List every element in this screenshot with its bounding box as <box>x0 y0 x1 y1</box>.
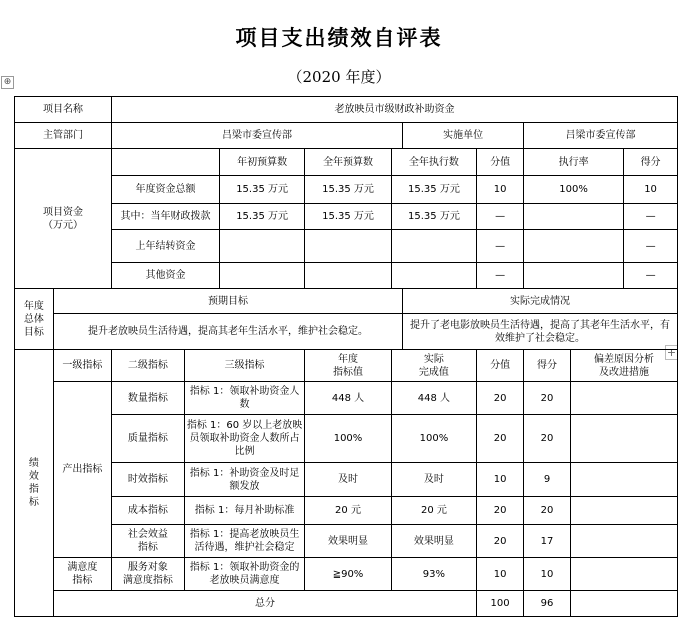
fiscal-rate <box>524 204 624 230</box>
ind-weight: 20 <box>477 497 524 525</box>
ind-actual: 20 元 <box>391 497 476 525</box>
fiscal-weight: — <box>477 204 524 230</box>
ind-target: 效果明显 <box>305 525 391 558</box>
ind-score: 20 <box>524 382 571 415</box>
ind-lvl3: 指标 1：每月补助标准 <box>184 497 304 525</box>
total-score-sum: 96 <box>524 591 571 617</box>
col-actual: 实际 完成值 <box>391 350 476 382</box>
move-handle-icon[interactable]: ⊕ <box>1 76 14 89</box>
add-row-icon[interactable]: + <box>666 346 677 359</box>
label-funds: 项目资金 （万元） <box>15 149 112 289</box>
col-budget-full: 全年预算数 <box>305 149 391 176</box>
ind-actual: 100% <box>391 415 476 463</box>
col-lvl2: 二级指标 <box>112 350 185 382</box>
label-total-score: 总分 <box>53 591 476 617</box>
col-score-weight: 分值 <box>477 149 524 176</box>
carryover-score: — <box>624 230 678 263</box>
col-exec-rate: 执行率 <box>524 149 624 176</box>
table-row <box>15 558 678 591</box>
carryover-initial <box>219 230 304 263</box>
label-project-name: 项目名称 <box>15 97 112 123</box>
ind-score: 10 <box>524 558 571 591</box>
implementer-value: 吕梁市委宣传部 <box>524 123 678 149</box>
col-lvl1: 一级指标 <box>53 350 111 382</box>
ind-lvl2: 数量指标 <box>112 382 185 415</box>
label-implementer: 实施单位 <box>403 123 524 149</box>
col-weight: 分值 <box>477 350 524 382</box>
page-title: 项目支出绩效自评表 <box>235 25 443 50</box>
self-evaluation-table <box>14 96 678 617</box>
ind-weight: 10 <box>477 463 524 497</box>
carryover-executed <box>391 230 476 263</box>
expected-goal-header: 预期目标 <box>53 289 402 314</box>
ind-score: 17 <box>524 525 571 558</box>
ind-target: 及时 <box>305 463 391 497</box>
table-row <box>15 382 678 415</box>
carryover-full <box>305 230 391 263</box>
ind-lvl2: 服务对象 满意度指标 <box>112 558 185 591</box>
fiscal-full: 15.35 万元 <box>305 204 391 230</box>
ind-lvl3: 指标 1：领取补助资金的老放映员满意度 <box>184 558 304 591</box>
label-satisfaction: 满意度 指标 <box>53 558 111 591</box>
total-executed: 15.35 万元 <box>391 176 476 204</box>
other-weight: — <box>477 263 524 289</box>
row-fiscal-label: 其中：当年财政拨款 <box>112 204 220 230</box>
ind-target: 20 元 <box>305 497 391 525</box>
fiscal-score: — <box>624 204 678 230</box>
col-target: 年度 指标值 <box>305 350 391 382</box>
ind-deviation <box>570 525 677 558</box>
col-score: 得分 <box>624 149 678 176</box>
label-department: 主管部门 <box>15 123 112 149</box>
ind-lvl3: 指标 1：提高老放映员生活待遇，维护社会稳定 <box>184 525 304 558</box>
label-output: 产出指标 <box>53 382 111 558</box>
ind-actual: 93% <box>391 558 476 591</box>
ind-lvl2: 质量指标 <box>112 415 185 463</box>
ind-weight: 20 <box>477 525 524 558</box>
other-rate <box>524 263 624 289</box>
ind-actual: 效果明显 <box>391 525 476 558</box>
ind-deviation <box>570 558 677 591</box>
row-other-label: 其他资金 <box>112 263 220 289</box>
ind-weight: 10 <box>477 558 524 591</box>
carryover-weight: — <box>477 230 524 263</box>
table-row <box>15 497 678 525</box>
other-full <box>305 263 391 289</box>
ind-deviation <box>570 497 677 525</box>
other-initial <box>219 263 304 289</box>
ind-deviation <box>570 463 677 497</box>
label-performance: 绩 效 指 标 <box>15 350 54 617</box>
fiscal-initial: 15.35 万元 <box>219 204 304 230</box>
expected-goal-text: 提升老放映员生活待遇，提高其老年生活水平，维护社会稳定。 <box>53 314 402 350</box>
actual-status-text: 提升了老电影放映员生活待遇，提高了其老年生活水平，有效维护了社会稳定。 <box>403 314 678 350</box>
actual-status-header: 实际完成情况 <box>403 289 678 314</box>
table-row <box>15 415 678 463</box>
fiscal-executed: 15.35 万元 <box>391 204 476 230</box>
total-full: 15.35 万元 <box>305 176 391 204</box>
total-initial: 15.35 万元 <box>219 176 304 204</box>
other-score: — <box>624 263 678 289</box>
table-row <box>15 463 678 497</box>
ind-target: 448 人 <box>305 382 391 415</box>
project-name: 老放映员市级财政补助资金 <box>112 97 678 123</box>
ind-target: 100% <box>305 415 391 463</box>
ind-lvl2: 成本指标 <box>112 497 185 525</box>
ind-actual: 448 人 <box>391 382 476 415</box>
col-ind-score: 得分 <box>524 350 571 382</box>
total-weight: 10 <box>477 176 524 204</box>
funds-header-blank <box>112 149 220 176</box>
total-deviation <box>570 591 677 617</box>
total-rate: 100% <box>524 176 624 204</box>
other-executed <box>391 263 476 289</box>
ind-lvl3: 指标 1：补助资金及时足额发放 <box>184 463 304 497</box>
carryover-rate <box>524 230 624 263</box>
row-carryover-label: 上年结转资金 <box>112 230 220 263</box>
total-weight-sum: 100 <box>477 591 524 617</box>
col-lvl3: 三级指标 <box>184 350 304 382</box>
ind-score: 9 <box>524 463 571 497</box>
ind-deviation <box>570 415 677 463</box>
department-value: 吕梁市委宣传部 <box>112 123 403 149</box>
total-score: 10 <box>624 176 678 204</box>
col-budget-initial: 年初预算数 <box>219 149 304 176</box>
ind-deviation <box>570 382 677 415</box>
ind-target: ≧90% <box>305 558 391 591</box>
ind-lvl2: 社会效益 指标 <box>112 525 185 558</box>
ind-lvl3: 指标 1：领取补助资金人数 <box>184 382 304 415</box>
ind-actual: 及时 <box>391 463 476 497</box>
ind-lvl2: 时效指标 <box>112 463 185 497</box>
ind-weight: 20 <box>477 415 524 463</box>
ind-score: 20 <box>524 415 571 463</box>
col-executed: 全年执行数 <box>391 149 476 176</box>
ind-score: 20 <box>524 497 571 525</box>
ind-weight: 20 <box>477 382 524 415</box>
ind-lvl3: 指标 1：60 岁以上老放映员领取补助资金人数所占比例 <box>184 415 304 463</box>
page-year: （2020 年度） <box>287 68 391 86</box>
label-annual-goal: 年度 总体 目标 <box>15 289 54 350</box>
row-total-label: 年度资金总额 <box>112 176 220 204</box>
table-row <box>15 525 678 558</box>
col-deviation: 偏差原因分析 及改进措施 <box>570 350 677 382</box>
